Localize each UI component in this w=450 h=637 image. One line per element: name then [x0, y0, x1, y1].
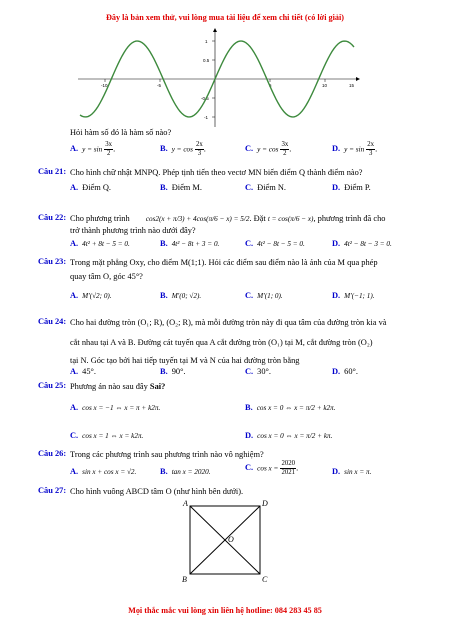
preview-banner: Đây là bản xem thử, vui lòng mua tài liệu để xem chi tiết (có lời giải) [105, 13, 344, 22]
function-graph [70, 27, 360, 129]
q26-option-a[interactable]: A. sin x + cos x = √2. [70, 467, 137, 476]
vertex-a-label: A [183, 499, 188, 508]
q22-label: Câu 22: [38, 213, 67, 222]
q23-option-a[interactable]: A. M′(√2; 0). [70, 291, 112, 300]
x-tick: 10 [322, 83, 328, 88]
x-tick: -5 [157, 83, 162, 88]
q21-option-d[interactable]: D. Điểm P. [332, 183, 371, 192]
q22-equation: cos2(x + π/3) + 4cos(π/6 − x) = 5/2 [145, 215, 250, 223]
y-tick: -0.5 [201, 96, 209, 101]
q22-text: Cho phương trình [70, 214, 130, 223]
q26-text: Trong các phương trình sau phương trình nào vô nghiệm? [70, 450, 264, 459]
square-figure [178, 496, 274, 586]
q20-option-b[interactable]: B. y = cos $\frac{2x}{3}$ . [160, 141, 206, 157]
q25-option-b[interactable]: B. cos x = 0 ⇔ x = π/2 + k2π. [245, 403, 336, 412]
q25-option-c[interactable]: C. cos x = 1 ⇔ x = k2π. [70, 431, 144, 440]
q23-label: Câu 23: [38, 257, 67, 266]
q27-text: Cho hình vuông ABCD tâm O (như hình bên dưới). [70, 487, 244, 496]
q24-option-a[interactable]: A. 45°. [70, 367, 96, 376]
q22-option-c[interactable]: C. 4t² − 8t − 5 = 0. [245, 239, 305, 248]
y-tick: 1 [205, 39, 208, 44]
q21-text: Cho hình chữ nhật MNPQ. Phép tịnh tiến theo vectơ MN biến điểm Q thành điểm nào? [70, 168, 363, 177]
center-o-label: O [228, 535, 234, 544]
vertex-b-label: B [182, 575, 187, 584]
q24-option-b[interactable]: B. 90°. [160, 367, 186, 376]
q26-option-c[interactable]: C. cos x = $\frac{2020}{2021}$ . [245, 460, 299, 476]
q21-option-b[interactable]: B. Điểm M. [160, 183, 202, 192]
q20-text: Hỏi hàm số đó là hàm số nào? [70, 128, 172, 137]
x-tick: 5 [269, 83, 272, 88]
x-tick: -10 [101, 83, 108, 88]
q25-option-d[interactable]: D. cos x = 0 ⇔ x = π/2 + kπ. [245, 431, 333, 440]
y-tick: 0.5 [203, 58, 210, 63]
q20-option-c[interactable]: C. y = cos $\frac{3x}{2}$ . [245, 141, 292, 157]
q24-text-2: cắt nhau tại A và B. Đường cát tuyến qua A cắt đường tròn (O₁) tại M, cắt đường tròn (O₂) [70, 338, 373, 347]
q24-option-c[interactable]: C. 30°. [245, 367, 271, 376]
q23-text-2: quay tâm O, góc 45°? [70, 272, 143, 281]
q24-text: Cho hai đường tròn (O₁; R), (O₂; R), mà mỗi đường tròn này đi qua tâm của đường tròn kia và [70, 318, 387, 327]
q22-option-d[interactable]: D. 4t² − 8t − 3 = 0. [332, 239, 392, 248]
q24-label: Câu 24: [38, 317, 67, 326]
q20-option-a[interactable]: A. y = sin $\frac{3x}{2}$ . [70, 141, 116, 157]
q22-option-a[interactable]: A. 4t² + 8t − 5 = 0. [70, 239, 130, 248]
q22-substitution: t = cos(π/6 − x) [267, 215, 314, 223]
q25-option-a[interactable]: A. cos x = −1 ⇔ x = π + k2π. [70, 403, 161, 412]
q27-label: Câu 27: [38, 486, 67, 495]
q21-option-c[interactable]: C. Điểm N. [245, 183, 286, 192]
q25-label: Câu 25: [38, 381, 67, 390]
q24-option-d[interactable]: D. 60°. [332, 367, 358, 376]
vertex-c-label: C [262, 575, 268, 584]
q23-text: Trong mặt phẳng Oxy, cho điểm M(1;1). Hỏi các điểm sau điểm nào là ảnh của M qua phép [70, 258, 378, 267]
q22-option-b[interactable]: B. 4t² − 8t + 3 = 0. [160, 239, 220, 248]
q21-option-a[interactable]: A. Điểm Q. [70, 183, 111, 192]
x-tick: 15 [349, 83, 355, 88]
vertex-d-label: D [262, 499, 268, 508]
q22-text-2: trở thành phương trình nào dưới đây? [70, 226, 196, 235]
q25-text: Phương án nào sau đây Sai? [70, 382, 166, 391]
q26-label: Câu 26: [38, 449, 67, 458]
q26-option-d[interactable]: D. sin x = π. [332, 467, 372, 476]
y-tick: -1 [204, 115, 209, 120]
q20-option-d[interactable]: D. y = sin $\frac{2x}{3}$ . [332, 141, 378, 157]
q23-option-c[interactable]: C. M′(1; 0). [245, 291, 283, 300]
q23-option-b[interactable]: B. M′(0; √2). [160, 291, 202, 300]
q21-label: Câu 21: [38, 167, 67, 176]
q24-text-3: tại N. Góc tạo bởi hai tiếp tuyến tại M và N của hai đường tròn bằng [70, 356, 300, 365]
q23-option-d[interactable]: D. M′(−1; 1). [332, 291, 375, 300]
footer-hotline: Mọi thắc mắc vui lòng xin liên hệ hotline: 084 283 45 85 [128, 606, 322, 615]
q26-option-b[interactable]: B. tan x = 2020. [160, 467, 211, 476]
